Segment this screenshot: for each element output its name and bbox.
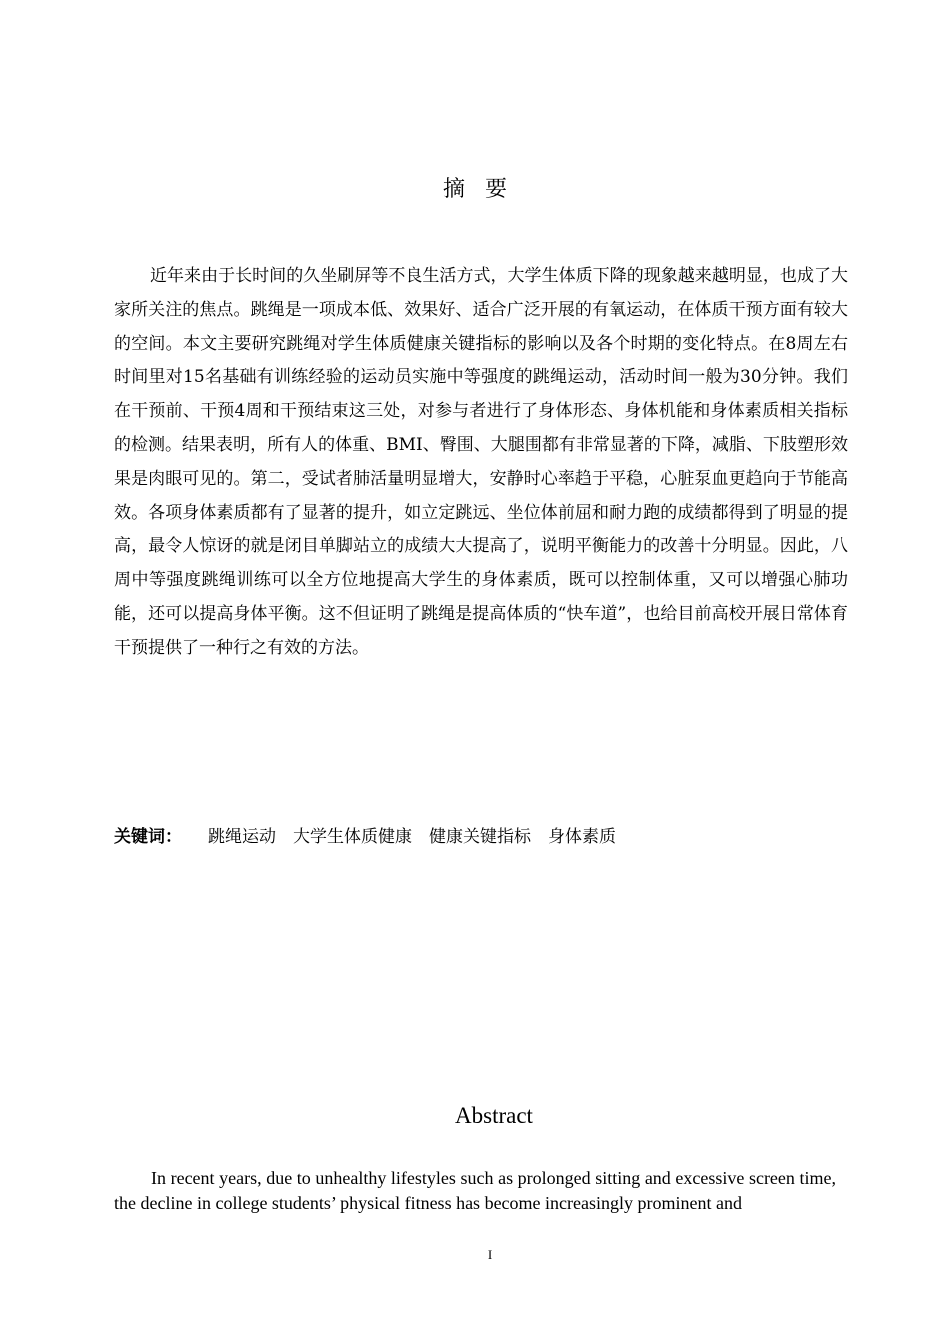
keyword-item: 跳绳运动 [208,827,276,847]
english-abstract-body: In recent years, due to unhealthy lifestyles such as prolonged sitting and excessive screen time, the decline in college students’ physical fitness has become increasingly prominent and [114,1168,836,1213]
keywords-line [114,822,633,852]
keyword-item: 身体素质 [548,827,616,847]
keyword-item: 大学生体质健康 [293,827,412,847]
chinese-abstract-title: 摘要 [442,177,527,202]
page-number: I [487,1247,493,1262]
keyword-item: 健康关键指标 [429,827,531,847]
keywords-label: 关键词： [114,827,182,847]
chinese-abstract-body: 近年来由于长时间的久坐刷屏等不良生活方式，大学生体质下降的现象越来越明显，也成了大家所关注的焦点。跳绳是一项成本低、效果好、适合广泛开展的有氧运动，在体质干预方面有较大的空间。本文主要研究跳绳对学生体质健康关键指标的影响以及各个时期的变化特点。在8周左右时间里对15名基础有训练经验的运动员实施中等强度的跳绳运动，活动时间一般为30分钟。我们在干预前、干预4周和干预结束这三处，对参与者进行了身体形态、身体机能和身体素质相关指标的检测。结果表明，所有人的体重、BMI、臀围、大腿围都有非常显著的下降，减脂、下肢塑形效果是肉眼可见的。第二，受试者肺活量明显增大，安静时心率趋于平稳，心脏泵血更趋向于节能高效。各项身体素质都有了显著的提升，如立定跳远、坐位体前屈和耐力跑的成绩都得到了明显的提高，最令人惊讶的就是闭目单脚站立的成绩大大提高了，说明平衡能力的改善十分明显。因此，八周中等强度跳绳训练可以全方位地提高大学生的身体素质，既可以控制体重，又可以增强心肺功能，还可以提高身体平衡。这不但证明了跳绳是提高体质的“快车道”，也给目前高校开展日常体育干预提供了一种行之有效的方法。 [114,266,848,658]
english-abstract-title: Abstract [455,1103,533,1128]
